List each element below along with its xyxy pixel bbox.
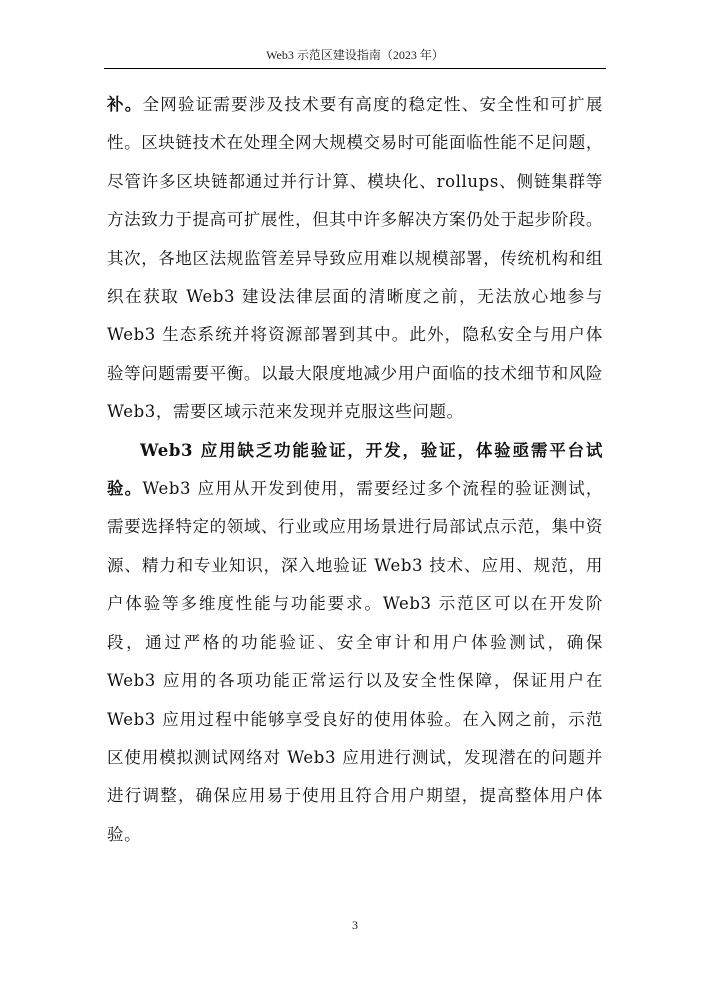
document-body <box>107 86 603 854</box>
paragraph-text: Web3 应用从开发到使用，需要经过多个流程的验证测试，需要选择特定的领域、行业或应用场景进行局部试点示范，集中资源、精力和专业知识，深入地验证 Web3 技术、应用、规范，用户体验等多维度性能与功能要求。Web3 示范区可以在开发阶段，通过严格的功能验证、安全审计和用户体验测试，确保 Web3 应用的各项功能正常运行以及安全性保障，保证用户在 Web3 应用过程中能够享受良好的使用体验。在入网之前，示范区使用模拟测试网络对 Web3 应用进行测试，发现潜在的问题并进行调整，确保应用易于使用且符合用户期望，提高整体用户体验。 <box>107 479 604 844</box>
paragraph-lead: 补。 <box>107 95 143 114</box>
paragraph-text: 全网验证需要涉及技术要有高度的稳定性、安全性和可扩展性。区块链技术在处理全网大规模交易时可能面临性能不足问题，尽管许多区块链都通过并行计算、模块化、rollups、侧链集群等方法致力于提高可扩展性，但其中许多解决方案仍处于起步阶段。其次，各地区法规监管差异导致应用难以规模部署，传统机构和组织在获取 Web3 建设法律层面的清晰度之前，无法放心地参与 Web3 生态系统并将资源部署到其中。此外，隐私安全与用户体验等问题需要平衡。以最大限度地减少用户面临的技术细节和风险 Web3，需要区域示范来发现并克服这些问题。 <box>107 95 603 422</box>
paragraph-continuation <box>107 86 603 432</box>
running-header: Web3 示范区建设指南（2023 年） <box>266 48 444 62</box>
page-number: 3 <box>352 918 358 932</box>
paragraph-web3-validation <box>107 432 603 854</box>
header-rule <box>104 68 606 69</box>
paragraph-heading-bold: Web3 应用缺乏功能验证，开发，验证，体验亟需平台试验。 <box>107 440 603 499</box>
